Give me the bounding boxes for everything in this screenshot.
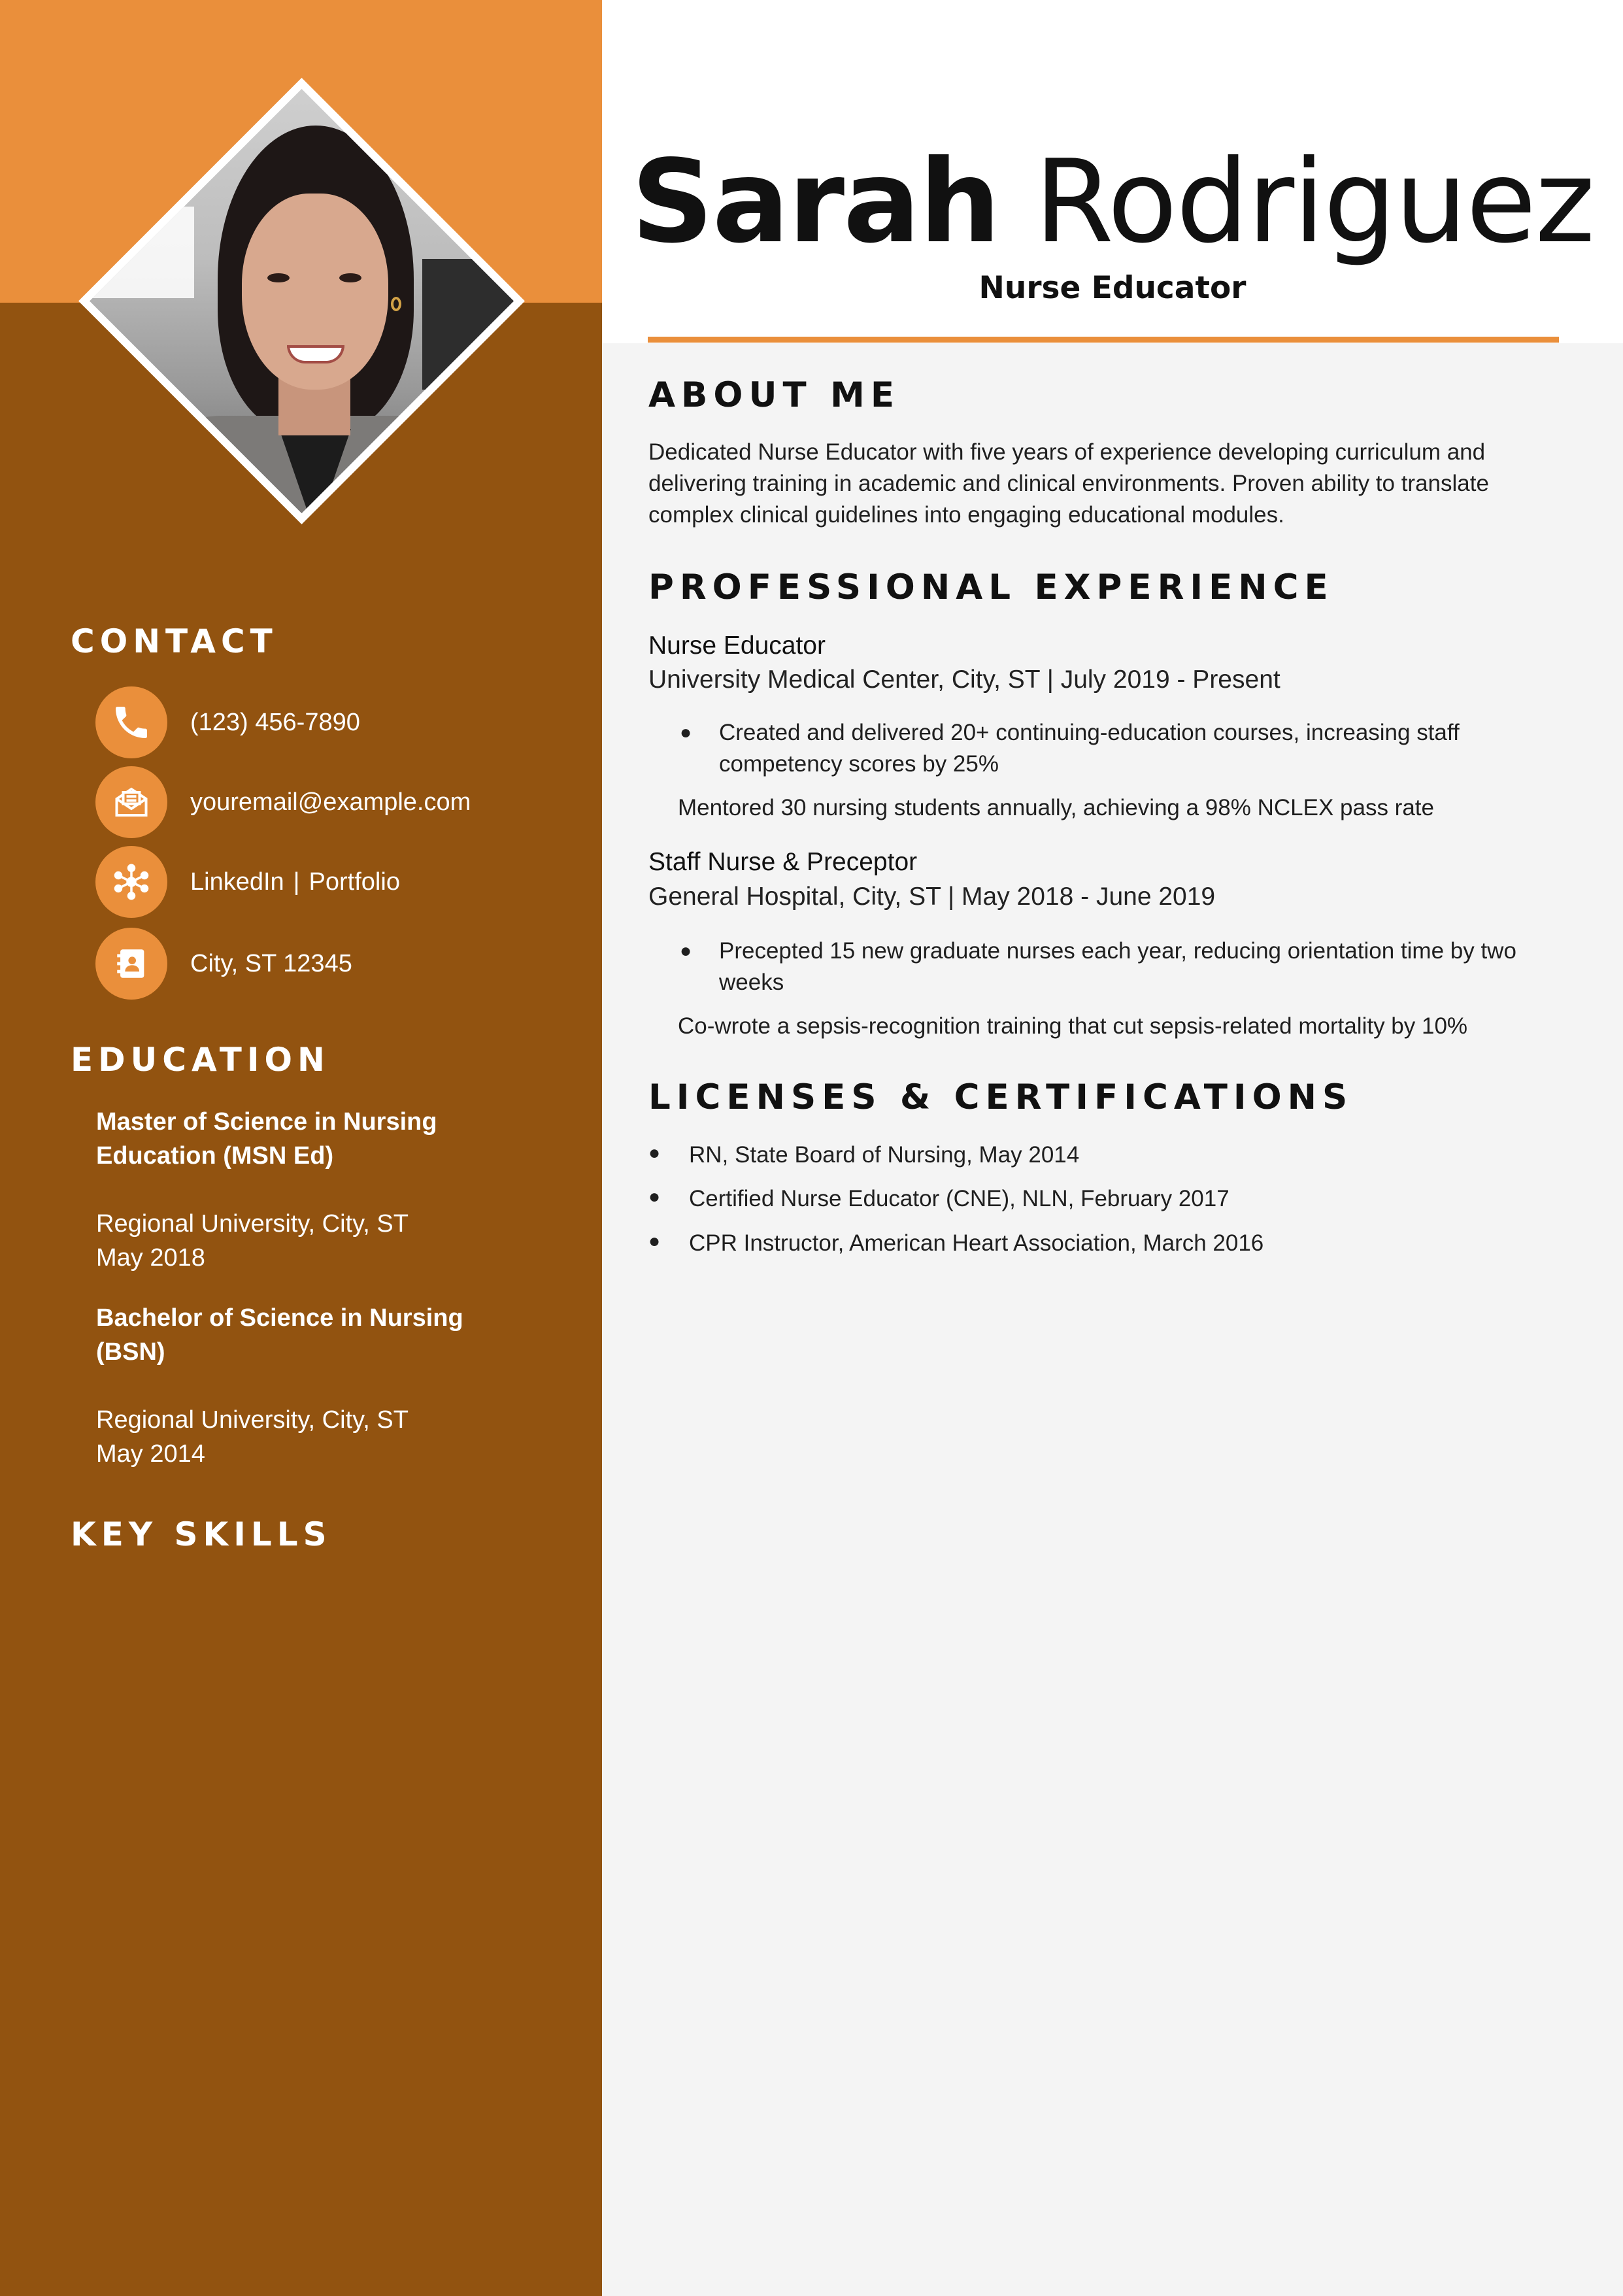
license-text: Certified Nurse Educator (CNE), NLN, February 2017	[689, 1186, 1230, 1211]
degree-title: Master of Science in Nursing	[96, 1108, 437, 1136]
network-icon	[95, 846, 167, 918]
envelope-icon	[95, 766, 167, 838]
license-text: RN, State Board of Nursing, May 2014	[689, 1142, 1080, 1168]
contact-email	[95, 766, 579, 838]
degree-title: Bachelor of Science in Nursing	[96, 1304, 463, 1332]
contact-heading: CONTACT	[71, 622, 278, 660]
list-item	[680, 936, 1569, 998]
email-address[interactable]: youremail@example.com	[190, 788, 471, 816]
licenses-heading: LICENSES & CERTIFICATIONS	[648, 1077, 1354, 1117]
job-title: Nurse Educator	[979, 270, 1247, 306]
link-separator: |	[293, 868, 300, 896]
achievement-text: Co-wrote a sepsis-recognition training that cut sepsis-related mortality by 10%	[678, 1013, 1468, 1039]
job-role: Nurse Educator	[648, 632, 826, 660]
portfolio-link[interactable]: Portfolio	[309, 868, 400, 896]
job-role: Staff Nurse & Preceptor	[648, 848, 918, 876]
job-organization: General Hospital, City, ST | May 2018 - June 2019	[648, 883, 1216, 911]
bullet-icon: ●	[680, 722, 692, 743]
school: Regional University, City, ST	[96, 1406, 409, 1434]
list-item	[680, 717, 1569, 780]
graduation-date: May 2018	[96, 1244, 205, 1272]
education-entry	[96, 1105, 567, 1275]
phone-icon	[95, 686, 167, 758]
school: Regional University, City, ST	[96, 1210, 409, 1238]
address-book-icon	[95, 928, 167, 1000]
linkedin-link[interactable]: LinkedIn	[190, 868, 284, 896]
degree-title: Education (MSN Ed)	[96, 1142, 334, 1170]
about-text: Dedicated Nurse Educator with five years of experience developing curriculum and delivering training in academic and clinical environments. Proven ability to translate complex clinical guidelines into engaging educational modules.	[648, 439, 1489, 528]
contact-links	[95, 846, 579, 918]
bullet-icon: ●	[680, 940, 692, 962]
bullet-icon: ●	[648, 1186, 661, 1207]
last-name: Rodriguez	[1034, 136, 1594, 269]
job-organization: University Medical Center, City, ST | July 2019 - Present	[648, 666, 1280, 694]
list-item	[648, 1230, 1263, 1257]
phone-number[interactable]: (123) 456-7890	[190, 708, 360, 736]
first-name: Sarah	[631, 136, 999, 269]
header-divider	[648, 337, 1559, 343]
list-item	[648, 1186, 1230, 1212]
bullet-icon: ●	[648, 1142, 661, 1164]
key-skills-heading: KEY SKILLS	[71, 1515, 332, 1553]
list-item	[648, 1142, 1079, 1168]
contact-phone	[95, 686, 579, 758]
full-name	[602, 134, 1623, 271]
bullet-text: Precepted 15 new graduate nurses each year, reducing orientation time by two weeks	[719, 938, 1516, 995]
address: City, ST 12345	[190, 949, 352, 977]
graduation-date: May 2014	[96, 1440, 205, 1468]
achievement-text: Mentored 30 nursing students annually, achieving a 98% NCLEX pass rate	[678, 795, 1434, 820]
experience-heading: PROFESSIONAL EXPERIENCE	[648, 567, 1334, 607]
contact-address	[95, 928, 579, 1000]
about-heading: ABOUT ME	[648, 375, 901, 415]
license-text: CPR Instructor, American Heart Association, March 2016	[689, 1230, 1264, 1256]
bullet-text: Created and delivered 20+ continuing-education courses, increasing staff competency scores by 25%	[719, 720, 1460, 777]
degree-title: (BSN)	[96, 1338, 165, 1366]
education-heading: EDUCATION	[71, 1041, 330, 1079]
bullet-icon: ●	[648, 1230, 661, 1252]
education-entry	[96, 1301, 567, 1471]
